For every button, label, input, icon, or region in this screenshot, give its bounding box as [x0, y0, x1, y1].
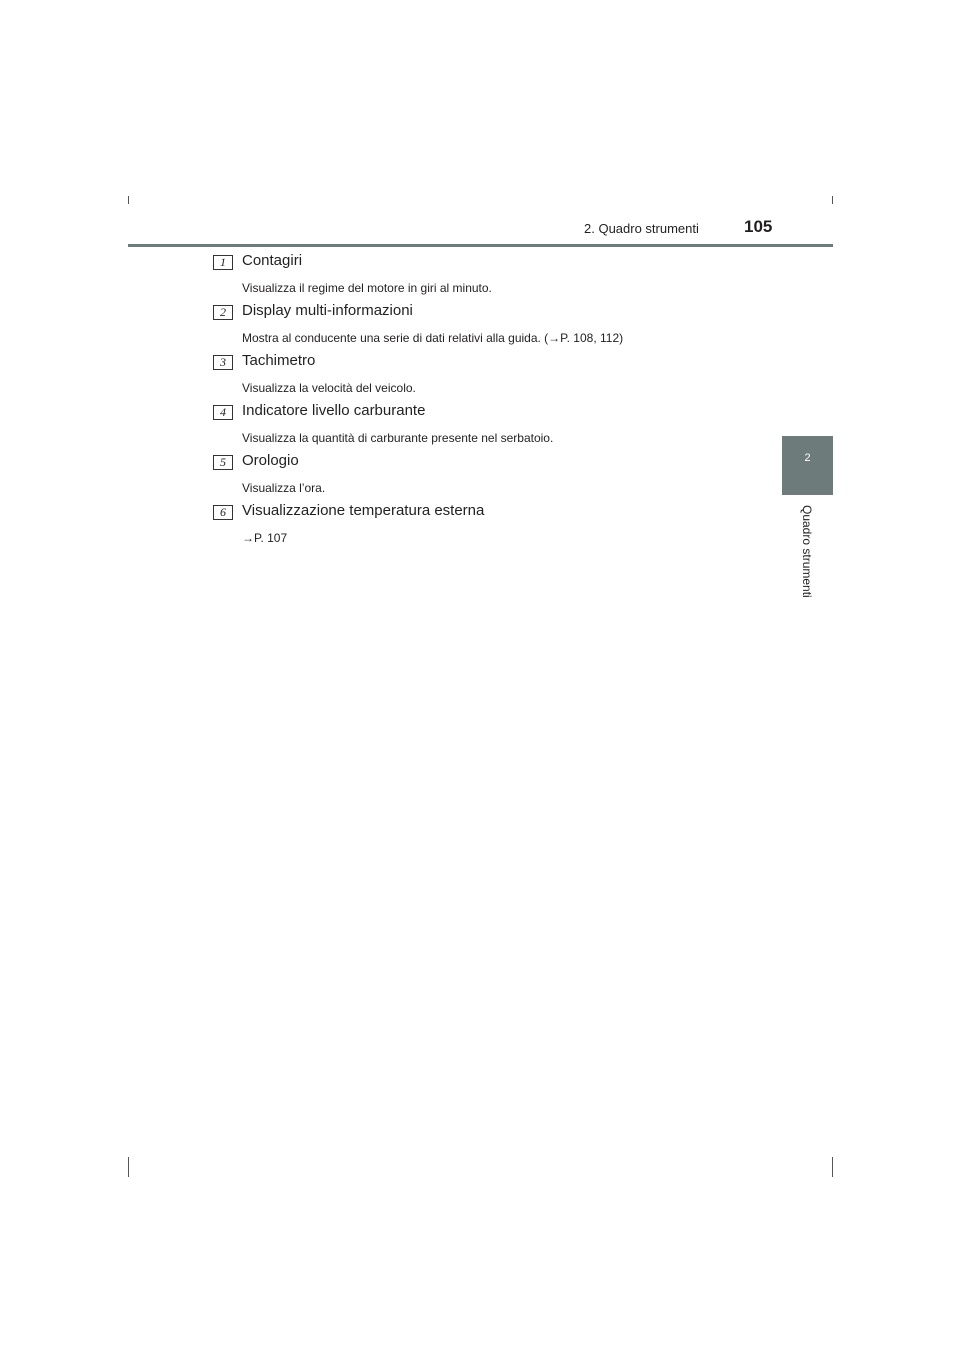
item-number-badge: 1 [213, 255, 233, 270]
crop-mark-top-left [128, 196, 129, 204]
item-number-badge: 3 [213, 355, 233, 370]
item-description: Visualizza la quantità di carburante presente nel serbatoio. [242, 431, 554, 445]
item-number-badge: 6 [213, 505, 233, 520]
item-number-badge: 2 [213, 305, 233, 320]
crop-mark-top-right [832, 196, 833, 204]
item-title: Visualizzazione temperatura esterna [242, 502, 485, 519]
item-description: Mostra al conducente una serie di dati relativi alla guida. (→P. 108, 112) [242, 331, 624, 345]
item-number-badge: 4 [213, 405, 233, 420]
chapter-number: 2 [804, 452, 811, 464]
item-description: Visualizza l’ora. [242, 481, 326, 495]
crop-mark-bottom-right [832, 1157, 833, 1177]
item-title: Tachimetro [242, 352, 316, 369]
item-description: →P. 107 [242, 531, 288, 545]
chapter-tab [782, 436, 833, 495]
item-number-badge: 5 [213, 455, 233, 470]
crop-mark-bottom-left [128, 1157, 129, 1177]
item-title: Display multi-informazioni [242, 302, 413, 319]
header-rule [128, 244, 833, 247]
item-description: Visualizza il regime del motore in giri al minuto. [242, 281, 492, 295]
page-number: 105 [744, 217, 773, 236]
running-header-section: 2. Quadro strumenti [584, 221, 699, 236]
chapter-label: Quadro strumenti [800, 505, 814, 598]
item-title: Contagiri [242, 252, 303, 269]
item-title: Orologio [242, 452, 299, 469]
item-description: Visualizza la velocità del veicolo. [242, 381, 416, 395]
item-title: Indicatore livello carburante [242, 402, 426, 419]
